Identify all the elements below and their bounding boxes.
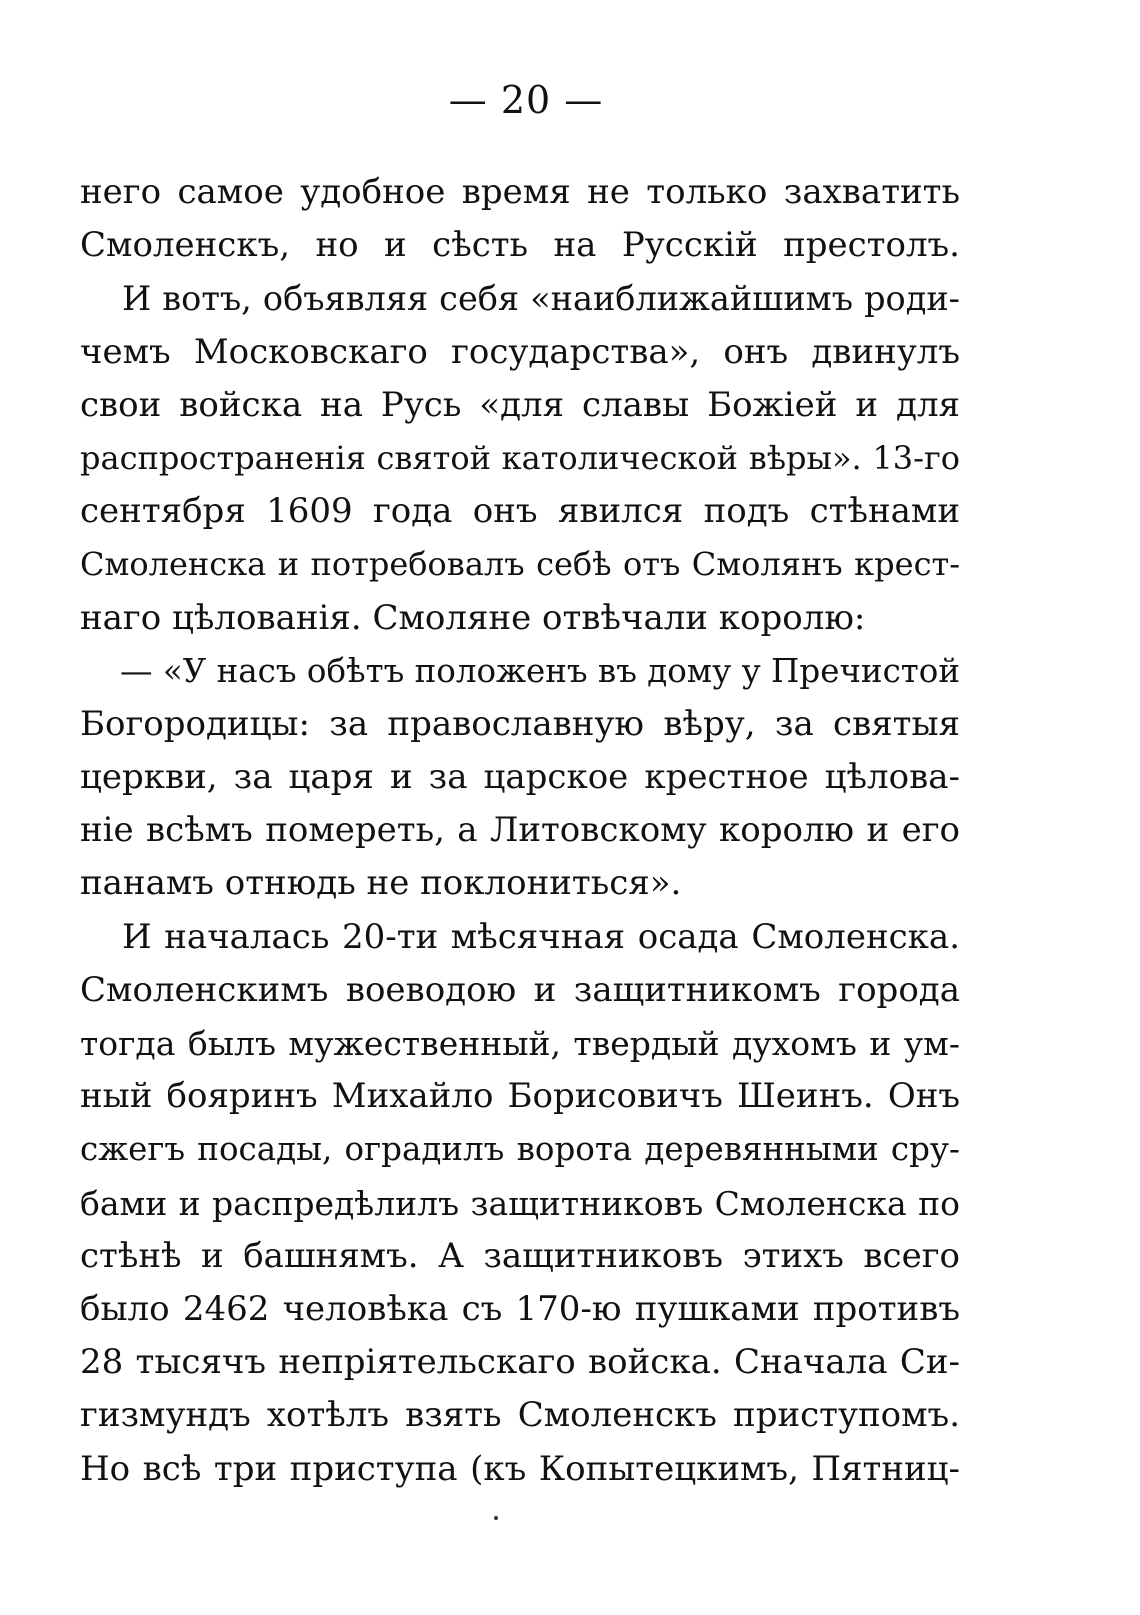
text-line: — «У насъ обѣтъ положенъ въ дому у Пречистой [120,651,960,690]
text-line: церкви, за царя и за царское крестное цѣлова- [80,757,960,798]
text-line: него самое удобное время не только захватить [80,172,960,212]
text-line: тогда былъ мужественный, твердый духомъ и ум- [80,1024,960,1063]
text-line: И началась 20-ти мѣсячная осада Смоленска. [122,916,960,957]
text-line: чемъ Московскаго государства», онъ двинулъ [80,331,960,372]
text-line: ный бояринъ Михайло Борисовичъ Шеинъ. Онъ [80,1076,960,1117]
page-number: — 20 — [448,78,604,122]
text-line: стѣнѣ и башнямъ. А защитниковъ этихъ всего [80,1235,960,1276]
text-line: было 2462 человѣка съ 170-ю пушками противъ [80,1288,960,1329]
text-line: сжегъ посады, оградилъ ворота деревянными сру- [80,1130,960,1169]
text-line: Но всѣ три приступа (къ Копытецкимъ, Пятниц- [80,1448,960,1489]
text-line: ніе всѣмъ помереть, а Литовскому королю и его [80,810,960,851]
text-line: И вотъ, объявляя себя «наиближайшимъ роди- [122,279,960,319]
text-line: свои войска на Русь «для славы Божіей и для [80,384,960,425]
text-line: распространенія святой католической вѣры». 13-го [80,438,960,477]
text-line: сентября 1609 года онъ явился подъ стѣнами [80,491,960,532]
text-line: бами и распредѣлилъ защитниковъ Смоленска по [80,1183,960,1223]
text-line: Смоленскъ, но и сѣсть на Русскій престолъ. [80,225,960,266]
text-line: панамъ отнюдь не поклониться». [80,863,682,904]
text-line: Богородицы: за православную вѣру, за святыя [80,703,960,744]
text-line: гизмундъ хотѣлъ взять Смоленскъ приступомъ. [80,1395,960,1436]
text-line: Смоленскимъ воеводою и защитникомъ города [80,969,960,1010]
body-text [80,166,960,1496]
text-line: наго цѣлованія. Смоляне отвѣчали королю: [80,597,866,638]
print-speck [494,1516,498,1520]
text-line: 28 тысячъ непріятельскаго войска. Сначала Си- [80,1342,960,1383]
text-line: Смоленска и потребовалъ себѣ отъ Смолянъ крест- [80,545,960,584]
